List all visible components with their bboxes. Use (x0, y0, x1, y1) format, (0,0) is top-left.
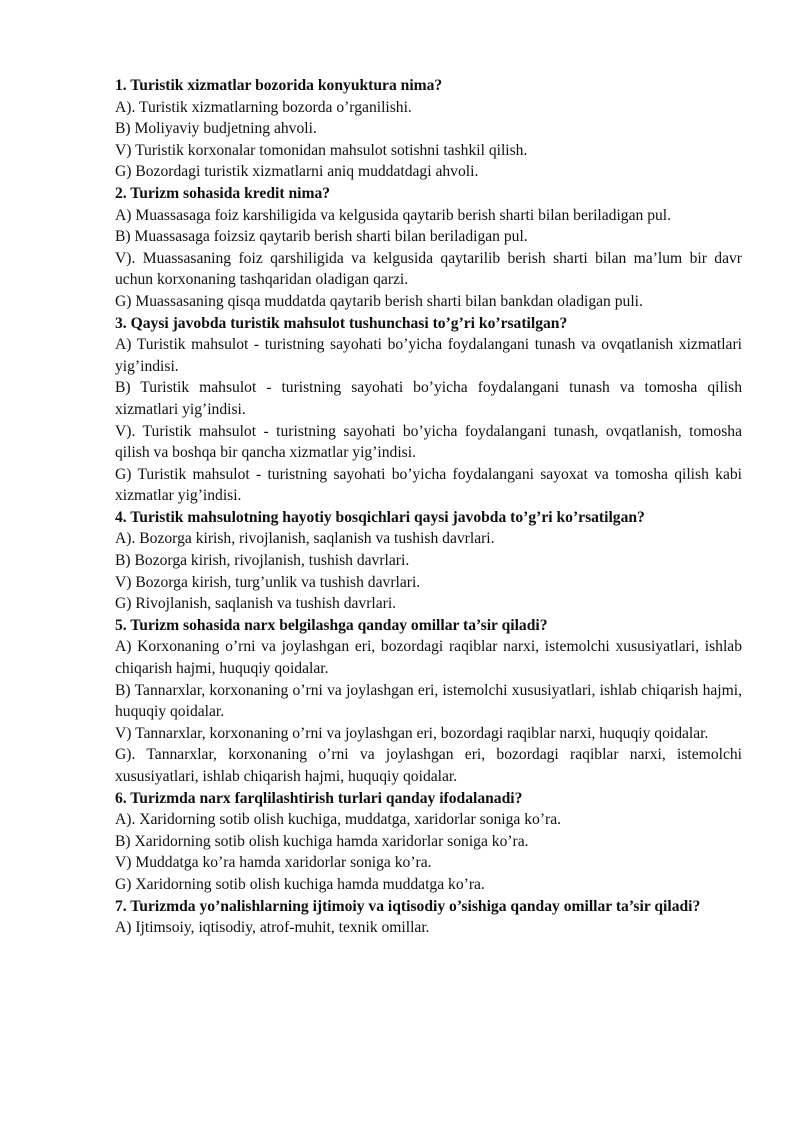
option-v: V) Turistik korxonalar tomonidan mahsulot sotishni tashkil qilish. (115, 141, 528, 159)
question-block-7 (115, 896, 742, 939)
question-1: 1. Turistik xizmatlar bozorida konyuktura nima? (115, 77, 443, 94)
option-b: B) Turistik mahsulot - turistning sayohati bo’yicha foydalangani tunash va tomosha qilish xizmatlari yig’indisi. (115, 379, 742, 418)
question-6: 6. Turizmda narx farqlilashtirish turlari qanday ifodalanadi? (115, 789, 523, 807)
question-block-5 (115, 615, 742, 788)
option-b: B) Muassasaga foizsiz qaytarib berish sharti bilan beriladigan pul. (115, 228, 528, 246)
option-b: B) Xaridorning sotib olish kuchiga hamda xaridorlar soniga ko’ra. (115, 832, 529, 850)
option-v: V). Turistik mahsulot - turistning sayohati bo’yicha foydalangani tunash, ovqatlanish, tomosha qilish va boshqa bir qancha xizmatlar yig’indisi. (115, 422, 742, 462)
option-g: G) Rivojlanish, saqlanish va tushish davrlari. (115, 595, 397, 613)
option-a: A). Xaridorning sotib olish kuchiga, muddatga, xaridorlar soniga ko’ra. (115, 811, 562, 829)
option-b: B) Moliyaviy budjetning ahvoli. (115, 120, 317, 138)
option-v: V). Muassasaning foiz qarshiligida va kelgusida qaytarilib berish sharti bilan ma’lum bir davr uchun korxonaning tashqaridan oladigan qarzi. (115, 249, 742, 289)
question-4: 4. Turistik mahsulotning hayotiy bosqichlari qaysi javobda to’g’ri ko’rsatilgan? (115, 508, 645, 526)
option-v: V) Bozorga kirish, turg’unlik va tushish davrlari. (115, 573, 421, 591)
question-2: 2. Turizm sohasida kredit nima? (115, 184, 331, 202)
question-7: 7. Turizmda yo’nalishlarning ijtimoiy va iqtisodiy o’sishiga qanday omillar ta’sir qiladi? (115, 897, 701, 915)
question-block-6 (115, 788, 742, 896)
option-v: V) Tannarxlar, korxonaning o’rni va joylashgan eri, bozordagi raqiblar narxi, huquqiy qoidalar. (115, 724, 709, 742)
option-g: G). Tannarxlar, korxonaning o’rni va joylashgan eri, bozordagi raqiblar narxi, istemolchi xususiyatlari, ishlab chiqarish hajmi, huquqiy qoidalar. (115, 746, 742, 785)
option-a: A). Turistik xizmatlarning bozorda o’rganilishi. (115, 98, 412, 116)
option-a: A) Muassasaga foiz karshiligida va kelgusida qaytarib berish sharti bilan beriladigan pul. (115, 206, 672, 224)
option-g: G) Muassasaning qisqa muddatda qaytarib berish sharti bilan bankdan oladigan puli. (115, 292, 643, 310)
option-a: A). Bozorga kirish, rivojlanish, saqlanish va tushish davrlari. (115, 530, 495, 548)
option-b: B) Tannarxlar, korxonaning o’rni va joylashgan eri, istemolchi xususiyatlari, ishlab chiqarish hajmi, huquqiy qoidalar. (115, 681, 742, 721)
option-g: G) Bozordagi turistik xizmatlarni aniq muddatdagi ahvoli. (115, 163, 479, 181)
question-block-1 (115, 75, 742, 183)
option-a: A) Ijtimsoiy, iqtisodiy, atrof-muhit, texnik omillar. (115, 919, 430, 937)
option-a: A) Turistik mahsulot - turistning sayohati bo’yicha foydalangani tunash va ovqatlanish xizmatlari yig’indisi. (115, 336, 742, 375)
question-block-3 (115, 313, 742, 507)
question-block-2 (115, 183, 742, 313)
question-block-4 (115, 507, 742, 615)
option-b: B) Bozorga kirish, rivojlanish, tushish davrlari. (115, 552, 410, 570)
question-5: 5. Turizm sohasida narx belgilashga qanday omillar ta’sir qiladi? (115, 616, 548, 634)
option-g: G) Turistik mahsulot - turistning sayohati bo’yicha foydalangani sayoxat va tomosha qilish kabi xizmatlar yig’indisi. (115, 465, 742, 505)
test-document (115, 75, 742, 939)
option-v: V) Muddatga ko’ra hamda xaridorlar soniga ko’ra. (115, 854, 432, 872)
option-a: A) Korxonaning o’rni va joylashgan eri, bozordagi raqiblar narxi, istemolchi xususiyatlari, ishlab chiqarish hajmi, huquqiy qoidalar. (115, 638, 742, 678)
question-3: 3. Qaysi javobda turistik mahsulot tushunchasi to’g’ri ko’rsatilgan? (115, 314, 568, 332)
option-g: G) Xaridorning sotib olish kuchiga hamda muddatga ko’ra. (115, 875, 485, 893)
